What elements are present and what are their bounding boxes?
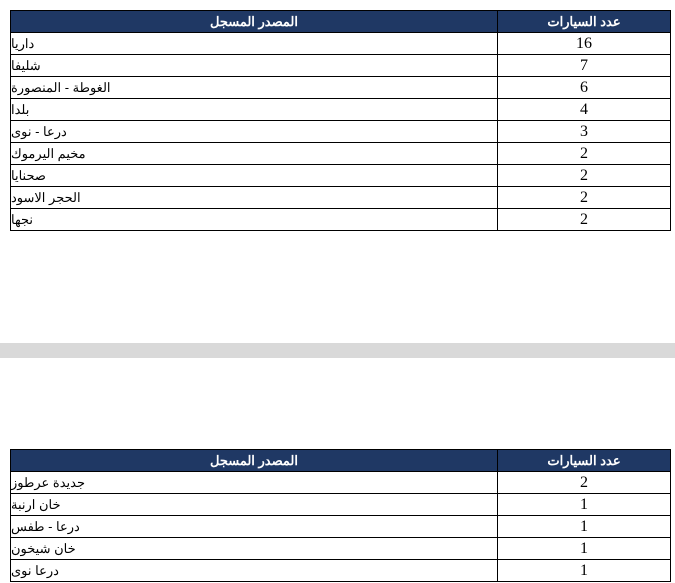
header-vehicle-count: عدد السيارات (498, 11, 671, 33)
cell-vehicle-count: 2 (498, 143, 671, 165)
cell-vehicle-count: 6 (498, 77, 671, 99)
cell-registered-source: بلدا (11, 99, 498, 121)
cell-registered-source: الغوطة - المنصورة (11, 77, 498, 99)
cell-vehicle-count: 1 (498, 560, 671, 582)
cell-registered-source: مخيم اليرموك (11, 143, 498, 165)
cell-vehicle-count: 1 (498, 516, 671, 538)
table-row (11, 472, 671, 494)
cell-vehicle-count: 16 (498, 33, 671, 55)
vehicles-source-table-bottom (10, 449, 671, 582)
header-vehicle-count: عدد السيارات (498, 450, 671, 472)
table-row (11, 165, 671, 187)
cell-registered-source: خان ارنبة (11, 494, 498, 516)
cell-vehicle-count: 2 (498, 187, 671, 209)
table-row (11, 538, 671, 560)
cell-registered-source: درعا نوى (11, 560, 498, 582)
cell-registered-source: جديدة عرطوز (11, 472, 498, 494)
cell-vehicle-count: 1 (498, 494, 671, 516)
table-header-row (11, 450, 671, 472)
table-row (11, 494, 671, 516)
table-row (11, 187, 671, 209)
table-row (11, 33, 671, 55)
table-row (11, 209, 671, 231)
vehicles-source-table-top (10, 10, 671, 231)
header-registered-source: المصدر المسجل (11, 11, 498, 33)
cell-vehicle-count: 2 (498, 472, 671, 494)
table-row (11, 516, 671, 538)
section-separator (0, 343, 675, 358)
cell-registered-source: نجها (11, 209, 498, 231)
cell-registered-source: صحنايا (11, 165, 498, 187)
cell-registered-source: داريا (11, 33, 498, 55)
cell-registered-source: خان شيخون (11, 538, 498, 560)
cell-vehicle-count: 7 (498, 55, 671, 77)
table-header-row (11, 11, 671, 33)
cell-vehicle-count: 4 (498, 99, 671, 121)
cell-registered-source: شليفا (11, 55, 498, 77)
cell-vehicle-count: 3 (498, 121, 671, 143)
table-row (11, 121, 671, 143)
table-row (11, 77, 671, 99)
cell-vehicle-count: 2 (498, 165, 671, 187)
cell-vehicle-count: 1 (498, 538, 671, 560)
table-row (11, 143, 671, 165)
cell-vehicle-count: 2 (498, 209, 671, 231)
truncated-text-line (10, 578, 670, 583)
table-row (11, 55, 671, 77)
header-registered-source: المصدر المسجل (11, 450, 498, 472)
cell-registered-source: درعا - نوى (11, 121, 498, 143)
cell-registered-source: الحجر الاسود (11, 187, 498, 209)
cell-registered-source: درعا - طفس (11, 516, 498, 538)
table-row (11, 99, 671, 121)
